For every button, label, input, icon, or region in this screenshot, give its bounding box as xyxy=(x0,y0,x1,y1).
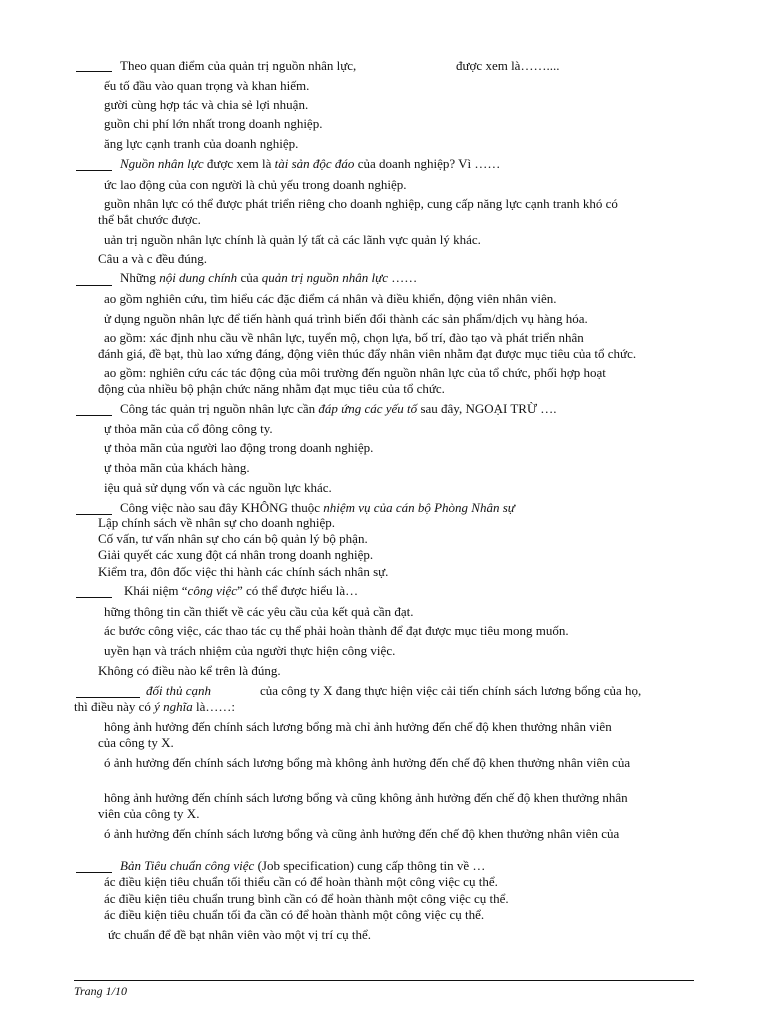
q2-option-c: uản trị nguồn nhân lực chính là quản lý tất cả các lãnh vực quản lý khác. xyxy=(104,232,481,247)
q3-text-2: của xyxy=(237,270,262,285)
q3-emph-1: nội dung chính xyxy=(159,270,238,285)
question-1-stem-b: được xem là…….... xyxy=(456,58,560,73)
q6-option-b: ác bước công việc, các thao tác cụ thể phải hoàn thành để đạt được mục tiêu mong muốn. xyxy=(104,623,569,638)
question-8-stem xyxy=(120,858,485,873)
q7-option-d: ó ảnh hưởng đến chính sách lương bổng và cũng ảnh hưởng đến chế độ khen thưởng nhân viên của xyxy=(104,826,620,841)
q1-option-d: ăng lực cạnh tranh của doanh nghiệp. xyxy=(104,136,299,151)
q8-option-b: ác điều kiện tiêu chuẩn trung bình cần có để hoàn thành một công việc cụ thể. xyxy=(104,891,509,906)
q7-option-c-cont: viên của công ty X. xyxy=(98,806,200,821)
question-3-stem xyxy=(120,270,417,285)
q3-text-1: Những xyxy=(120,270,160,285)
q2-term: Nguồn nhân lực xyxy=(120,156,204,171)
q4-emph: đáp ứng các yếu tố xyxy=(318,401,418,416)
question-4-stem xyxy=(120,401,557,416)
q3-text-3: …… xyxy=(388,270,418,285)
q5-option-a: Lập chính sách về nhân sự cho doanh nghiệp. xyxy=(98,515,336,530)
q3-option-c: ao gồm: xác định nhu cầu về nhân lực, tuyển mộ, chọn lựa, bố trí, đào tạo và phát triển nhân xyxy=(104,330,584,345)
question-5-stem xyxy=(120,500,515,515)
q7-text-2: thì điều này có xyxy=(74,699,155,714)
question-1-stem-a: Theo quan điểm của quản trị nguồn nhân lực, xyxy=(120,58,357,73)
q7-text-1: của công ty X đang thực hiện việc cải tiến chính sách lương bổng của họ, xyxy=(260,683,642,698)
q7-text-3: là……: xyxy=(192,699,236,714)
q6-option-d: Không có điều nào kể trên là đúng. xyxy=(98,663,281,678)
q4-option-a: ự thỏa mãn của cổ đông công ty. xyxy=(104,421,273,436)
q6-text-1: Khái niệm “ xyxy=(124,583,188,598)
q8-option-d: ức chuẩn để đề bạt nhân viên vào một vị trí cụ thể. xyxy=(108,927,371,942)
q5-text-1: Công việc nào sau đây KHÔNG thuộc xyxy=(120,500,324,515)
q1-option-b: gười cùng hợp tác và chia sẻ lợi nhuận. xyxy=(104,97,309,112)
page-number: Trang 1/10 xyxy=(74,984,128,998)
answer-blank-q6 xyxy=(76,597,112,598)
q3-option-b: ử dụng nguồn nhân lực để tiến hành quá trình biến đổi thành các sản phẩm/dịch vụ hàng hóa. xyxy=(104,311,588,326)
q8-option-a: ác điều kiện tiêu chuẩn tối thiểu cần có để hoàn thành một công việc cụ thể. xyxy=(104,874,498,889)
q3-option-d: ao gồm: nghiên cứu các tác động của môi trường đến nguồn nhân lực của tổ chức, phối hợp hoạt xyxy=(104,365,606,380)
q4-option-c: ự thỏa mãn của khách hàng. xyxy=(104,460,250,475)
q2-text-1: được xem là xyxy=(203,156,275,171)
q5-emph: nhiệm vụ của cán bộ Phòng Nhân sự xyxy=(323,500,515,515)
q8-emph: Bản Tiêu chuẩn công việc xyxy=(120,858,255,873)
q1-option-c: guồn chi phí lớn nhất trong doanh nghiệp. xyxy=(104,116,323,131)
q7-option-b: ó ảnh hưởng đến chính sách lương bổng mà không ảnh hưởng đến chế độ khen thưởng nhân viên của xyxy=(104,755,631,770)
q2-option-b: guồn nhân lực có thể được phát triển riêng cho doanh nghiệp, cung cấp năng lực cạnh tranh khó có xyxy=(104,196,618,211)
q7-emph-1: đối thủ cạnh xyxy=(146,683,211,698)
q6-option-a: hững thông tin cần thiết về các yêu cầu của kết quả cần đạt. xyxy=(104,604,414,619)
q2-text-2: của doanh nghiệp? Vì …… xyxy=(354,156,501,171)
q8-text: (Job specification) cung cấp thông tin về … xyxy=(254,858,486,873)
question-7-stem-2 xyxy=(74,699,235,714)
q2-option-b-cont: thể bắt chước được. xyxy=(98,212,201,227)
q5-option-b: Cố vấn, tư vấn nhân sự cho cán bộ quản lý bộ phận. xyxy=(98,531,368,546)
q3-option-d-cont: động của nhiều bộ phận chức năng nhằm đạt mục tiêu của tổ chức. xyxy=(98,381,445,396)
question-6-stem xyxy=(124,583,358,598)
answer-blank-q8 xyxy=(76,872,112,873)
answer-blank-q2 xyxy=(76,170,112,171)
answer-blank-q4 xyxy=(76,415,112,416)
q3-emph-2: quản trị nguồn nhân lực xyxy=(261,270,388,285)
q4-option-b: ự thỏa mãn của người lao động trong doanh nghiệp. xyxy=(104,440,374,455)
q2-option-a: ức lao động của con người là chủ yếu trong doanh nghiệp. xyxy=(104,177,407,192)
q7-emph-2: ý nghĩa xyxy=(154,699,193,714)
q7-option-a: hông ảnh hưởng đến chính sách lương bổng mà chỉ ảnh hưởng đến chế độ khen thưởng nhân viên xyxy=(104,719,612,734)
question-2-stem xyxy=(120,156,500,171)
q5-option-d: Kiểm tra, đôn đốc việc thi hành các chính sách nhân sự. xyxy=(98,564,389,579)
q6-option-c: uyền hạn và trách nhiệm của người thực hiện công việc. xyxy=(104,643,396,658)
footer-divider xyxy=(74,980,694,981)
q4-option-d: iệu quả sử dụng vốn và các nguồn lực khác. xyxy=(104,480,332,495)
q4-text-1: Công tác quản trị nguồn nhân lực cần xyxy=(120,401,319,416)
q5-option-c: Giải quyết các xung đột cá nhân trong doanh nghiệp. xyxy=(98,547,374,562)
q6-text-2: ” có thể được hiểu là… xyxy=(237,583,359,598)
q2-option-d: Câu a và c đều đúng. xyxy=(98,251,208,266)
q4-text-2: sau đây, NGOẠI TRỪ …. xyxy=(417,401,557,416)
answer-blank-q1 xyxy=(76,71,112,72)
q7-option-c: hông ảnh hưởng đến chính sách lương bổng và cũng không ảnh hưởng đến chế độ khen thưởng nhân xyxy=(104,790,628,805)
q8-option-c: ác điều kiện tiêu chuẩn tối đa cần có để hoàn thành một công việc cụ thể. xyxy=(104,907,485,922)
q3-option-c-cont: đánh giá, đề bạt, thù lao xứng đáng, động viên thúc đẩy nhân viên nhằm đạt được mục tiêu của tổ chức. xyxy=(98,346,637,361)
q2-emph: tài sản độc đáo xyxy=(274,156,355,171)
answer-blank-q7 xyxy=(76,697,140,698)
q3-option-a: ao gồm nghiên cứu, tìm hiểu các đặc điểm cá nhân và điều khiển, động viên nhân viên. xyxy=(104,291,557,306)
answer-blank-q3 xyxy=(76,285,112,286)
q6-emph: công việc xyxy=(187,583,237,598)
q7-option-a-cont: của công ty X. xyxy=(98,735,174,750)
q1-option-a: ếu tố đầu vào quan trọng và khan hiếm. xyxy=(104,78,310,93)
